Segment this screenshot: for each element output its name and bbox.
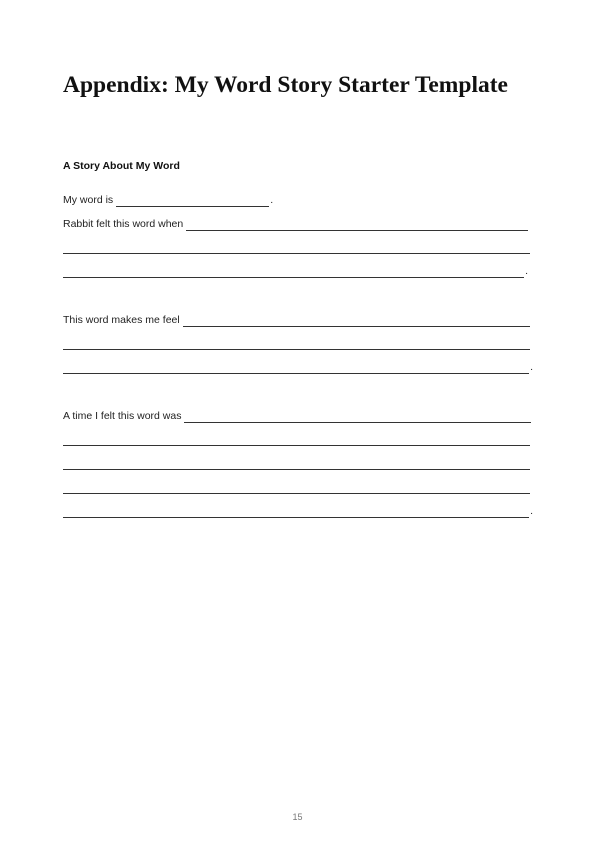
prompt-my-word (63, 193, 273, 207)
writing-line-rule (63, 242, 530, 254)
prompt-end-period: . (530, 505, 533, 517)
prompt-makes-me-feel (63, 313, 530, 327)
makes-me-feel-blank[interactable] (183, 315, 530, 327)
writing-line-rule (63, 482, 530, 494)
prompt-time-i-felt (63, 409, 531, 423)
prompt-rabbit-felt (63, 217, 528, 231)
prompt-label: My word is (63, 194, 114, 206)
writing-line-rule (63, 338, 530, 350)
writing-line[interactable] (63, 242, 530, 254)
writing-line-rule (63, 266, 524, 278)
page-number: 15 (292, 812, 303, 822)
prompt-label: Rabbit felt this word when (63, 218, 184, 230)
section-heading: A Story About My Word (63, 160, 180, 172)
writing-line-rule (63, 506, 529, 518)
writing-line[interactable] (63, 434, 530, 446)
writing-line[interactable] (63, 458, 530, 470)
rabbit-felt-blank[interactable] (186, 219, 528, 231)
writing-line[interactable] (63, 338, 530, 350)
page-title: Appendix: My Word Story Starter Template (63, 72, 508, 98)
prompt-label: A time I felt this word was (63, 410, 182, 422)
prompt-end-period: . (530, 361, 533, 373)
writing-line-rule (63, 362, 529, 374)
writing-line[interactable] (63, 266, 528, 278)
writing-line[interactable] (63, 362, 533, 374)
prompt-label: This word makes me feel (63, 314, 180, 326)
writing-line[interactable] (63, 506, 533, 518)
prompt-end-period: . (270, 194, 274, 206)
writing-line-rule (63, 434, 530, 446)
my-word-blank[interactable] (116, 195, 269, 207)
writing-line-rule (63, 458, 530, 470)
time-i-felt-blank[interactable] (184, 411, 531, 423)
prompt-end-period: . (525, 265, 528, 277)
writing-line[interactable] (63, 482, 530, 494)
